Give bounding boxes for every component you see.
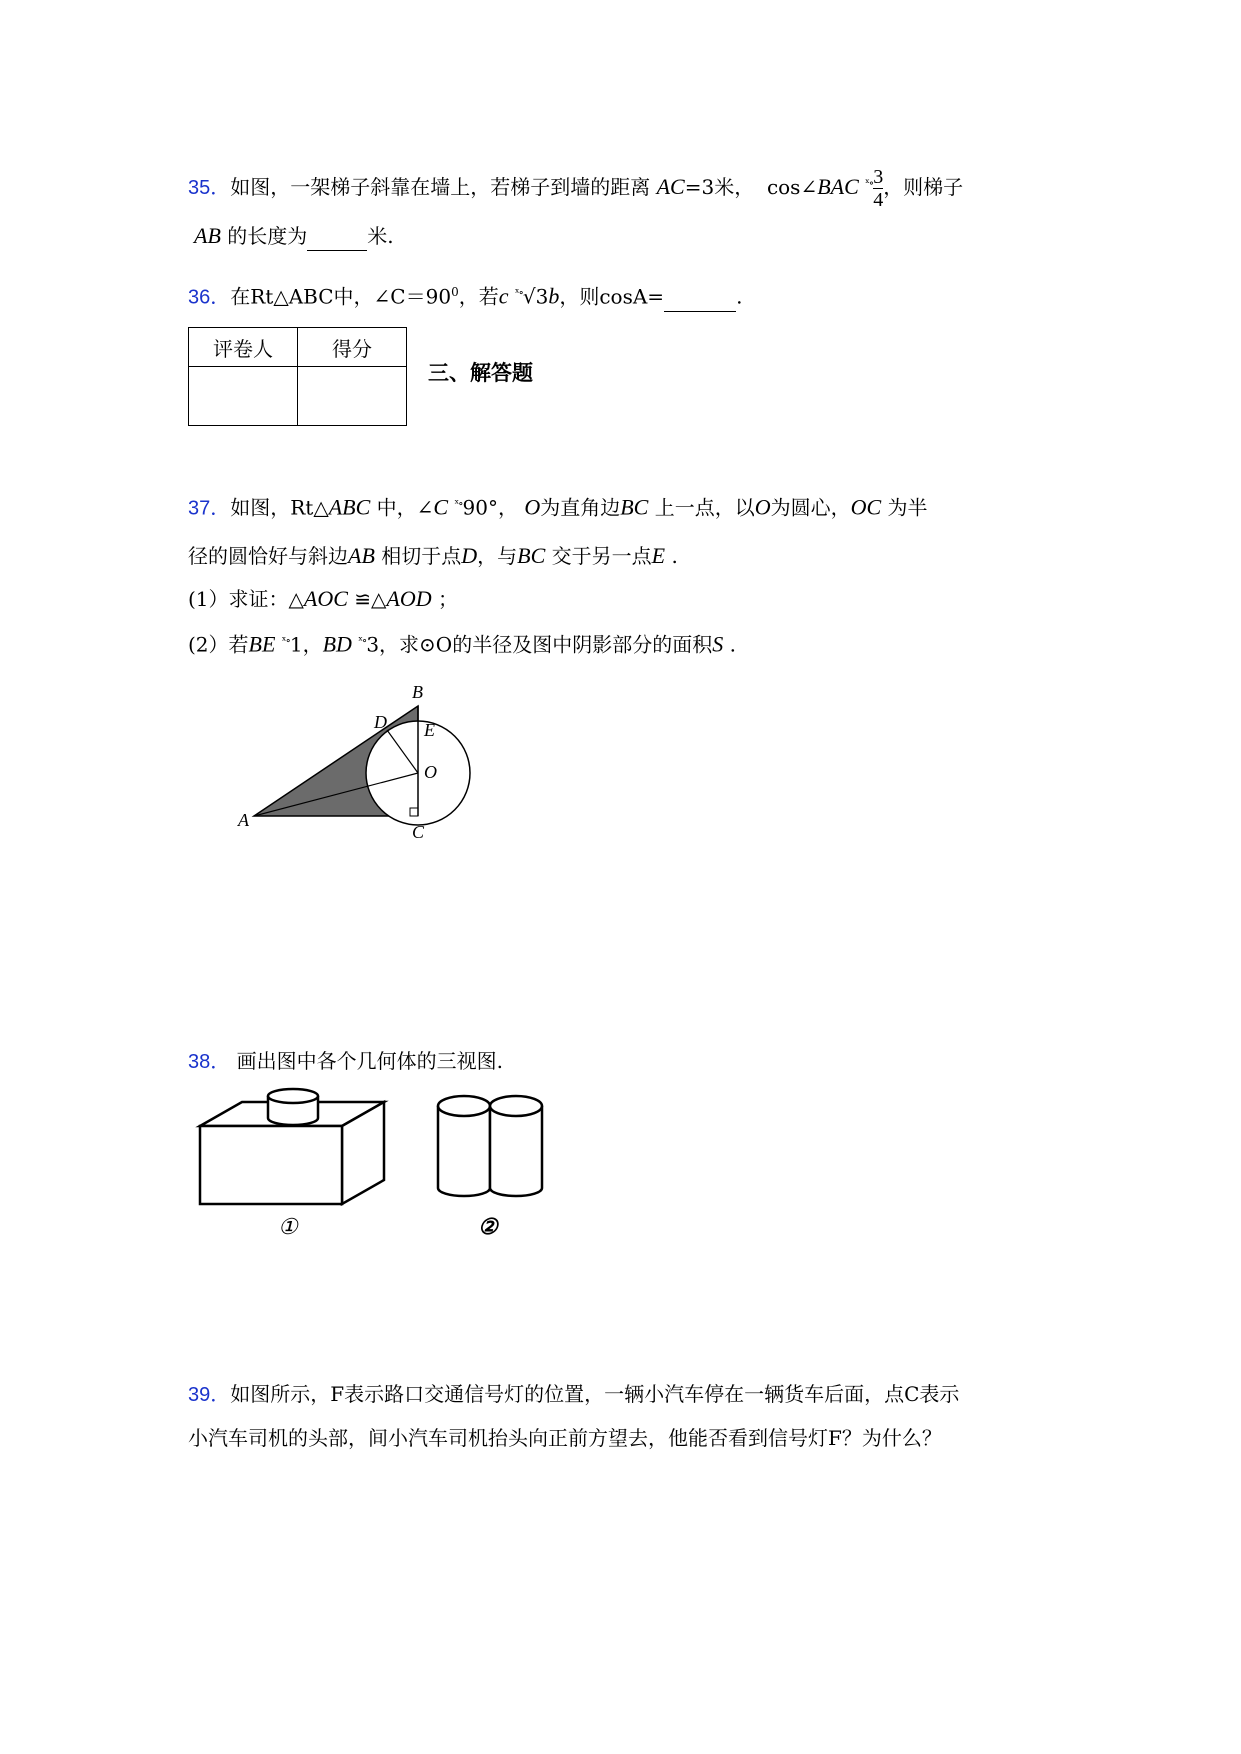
cylinder-top — [268, 1089, 318, 1103]
q39-number: 39． — [188, 1384, 231, 1406]
score-table — [188, 327, 407, 426]
q36-number: 36． — [188, 286, 231, 309]
score-table-grader-cell[interactable] — [189, 367, 298, 426]
score-table-score-cell[interactable] — [298, 367, 407, 426]
section-title: 三、解答题 — [428, 361, 533, 385]
q37-line1: 37．如图，Rt△ABC 中，∠C $^{ˣ\circ}$90°， O为直角边BC 上一点，以O为圆心，OC 为半 — [188, 494, 928, 520]
cylinder-right-top — [490, 1096, 542, 1116]
q35-line2: AB 的长度为 米. — [194, 222, 394, 251]
q38-solid-2 — [430, 1092, 560, 1242]
answer-blank[interactable] — [664, 283, 736, 312]
q38-number: 38． — [188, 1051, 231, 1073]
q37-geometry-figure — [228, 678, 488, 848]
q37-number: 37． — [188, 497, 231, 520]
solid-1-label: ① — [278, 1214, 298, 1239]
q39-line1: 39．如图所示，F表示路口交通信号灯的位置，一辆小汽车停在一辆货车后面，点C表示 — [188, 1382, 960, 1406]
answer-blank[interactable] — [307, 222, 367, 251]
fraction-3-4: $\frac{3}{4}$ — [873, 166, 884, 211]
cylinder-left-top — [438, 1096, 490, 1116]
q37-part2: (2）若BE $^{ˣ\circ}$1，BD $^{ˣ\circ}$3，求⊙O的半径及图中阴影部分的面积S . — [188, 631, 736, 657]
score-table-score-header: 得分 — [298, 328, 407, 367]
q36-line: 36．在Rt△ABC中，$\angle C=90^0$，若c $^{ˣ\circ}$√3b，则cosA= . — [188, 278, 742, 312]
q35-number: 35． — [188, 177, 231, 199]
solid-2-label: ② — [478, 1214, 498, 1239]
label-e: E — [424, 720, 435, 740]
score-table-grader-header: 评卷人 — [189, 328, 298, 367]
box-front-face — [200, 1126, 342, 1204]
label-a: A — [238, 810, 249, 830]
label-b: B — [412, 682, 423, 702]
q38-line: 38． 画出图中各个几何体的三视图. — [188, 1049, 503, 1073]
q37-line2: 径的圆恰好与斜边AB 相切于点D，与BC 交于另一点E . — [188, 543, 678, 568]
label-c: C — [412, 822, 425, 842]
q37-part1: (1）求证：△AOC ≌△AOD ； — [188, 586, 458, 611]
cylinder-left-body — [438, 1106, 490, 1196]
cylinder-right-body — [490, 1106, 542, 1196]
q35-line1: 35．如图，一架梯子斜靠在墙上，若梯子到墙的距离 AC=3米， cos∠BAC $^{ˣ\circ}$ $\frac{3}{4}$ ，则梯子 — [188, 166, 964, 211]
q38-solid-1 — [190, 1082, 400, 1242]
label-d: D — [374, 712, 387, 732]
q39-line2: 小汽车司机的头部，间小汽车司机抬头向正前方望去，他能否看到信号灯F？为什么？ — [188, 1426, 942, 1450]
label-o: O — [424, 762, 437, 782]
